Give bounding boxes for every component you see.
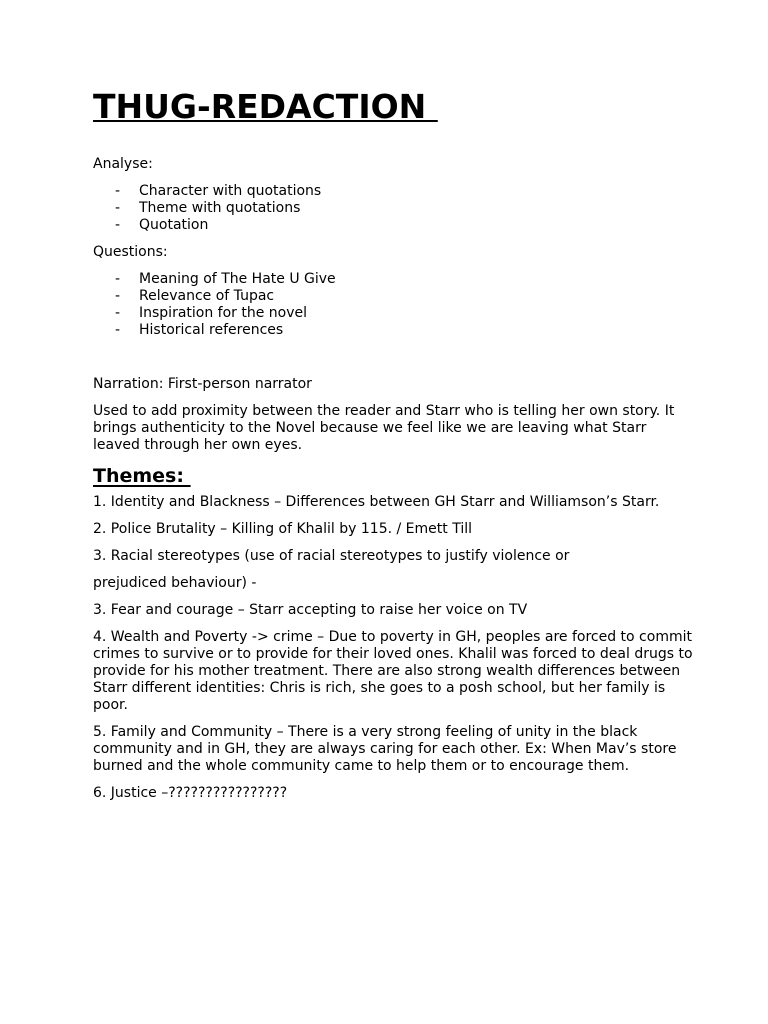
dash-bullet: - <box>115 322 121 338</box>
theme-item-continued: prejudiced behaviour) - <box>93 575 257 591</box>
narration-label: Narration: First-person narrator <box>93 376 312 392</box>
dash-bullet: - <box>115 183 121 199</box>
themes-heading: Themes: <box>93 465 191 487</box>
analyse-list <box>93 183 693 234</box>
dash-bullet: - <box>115 217 121 233</box>
dash-bullet: - <box>115 200 121 216</box>
list-item-text: Quotation <box>139 217 209 233</box>
dash-bullet: - <box>115 288 121 304</box>
list-item <box>93 305 693 322</box>
list-item <box>93 200 693 217</box>
theme-item: 3. Fear and courage – Starr accepting to raise her voice on TV <box>93 602 528 618</box>
list-item-text: Historical references <box>139 322 284 338</box>
list-item <box>93 183 693 200</box>
list-item-text: Meaning of The Hate U Give <box>139 271 336 287</box>
list-item-text: Inspiration for the novel <box>139 305 308 321</box>
analyse-label: Analyse: <box>93 156 153 172</box>
list-item <box>93 217 693 234</box>
list-item <box>93 288 693 305</box>
dash-bullet: - <box>115 305 121 321</box>
theme-item: 4. Wealth and Poverty -> crime – Due to poverty in GH, peoples are forced to commit crimes to survive or to provide for their loved ones. Khalil was forced to deal drugs to provide for his mother treatment. There are also strong wealth differences between Starr different identities: Chris is rich, she goes to a posh school, but her family is poor. <box>93 629 697 713</box>
document-page <box>93 86 697 802</box>
list-item-text: Relevance of Tupac <box>139 288 275 304</box>
list-item <box>93 271 693 288</box>
theme-item: 5. Family and Community – There is a very strong feeling of unity in the black community and in GH, they are always caring for each other. Ex: When Mav’s store burned and the whole community came to help them or to encourage them. <box>93 724 681 774</box>
narration-paragraph: Used to add proximity between the reader and Starr who is telling her own story. It brings authenticity to the Novel because we feel like we are leaving what Starr leaved through her own eyes. <box>93 403 679 453</box>
list-item-text: Character with quotations <box>139 183 322 199</box>
list-item <box>93 322 693 339</box>
dash-bullet: - <box>115 271 121 287</box>
theme-item: 2. Police Brutality – Killing of Khalil by 115. / Emett Till <box>93 521 472 537</box>
document-title: THUG-REDACTION <box>93 87 438 126</box>
list-item-text: Theme with quotations <box>139 200 301 216</box>
questions-list <box>93 271 693 339</box>
theme-item: 3. Racial stereotypes (use of racial stereotypes to justify violence or <box>93 548 570 564</box>
theme-item: 1. Identity and Blackness – Differences between GH Starr and Williamson’s Starr. <box>93 494 660 510</box>
theme-item: 6. Justice –???????????????? <box>93 785 288 801</box>
questions-label: Questions: <box>93 244 168 260</box>
